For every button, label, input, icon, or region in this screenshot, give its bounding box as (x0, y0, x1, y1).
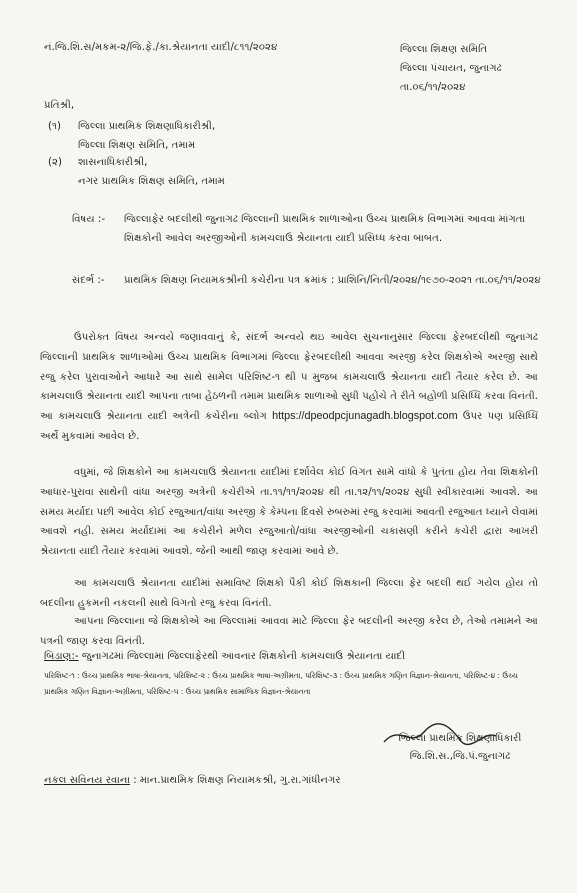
recipient-1 (48, 117, 448, 155)
recipient-2 (48, 153, 448, 191)
recipient-2-line-1: શાસનાધિકારીશ્રી, (78, 157, 148, 168)
paragraph-3-text: આ કામચલાઉ શ્રેયાનતા યાદીમાં સમાવિષ્ટ શિક્ષકો પૈકી કોઈ શિક્ષકાની જિલ્લા ફેર બદલી થઈ ગયેલ હોય તો બદલીના હુકમની નકલની સાથે વિગતો રજુ કરવા વિનંતી. (40, 578, 538, 609)
paragraph-4 (40, 612, 538, 652)
paragraph-1-text: ઉપરોક્ત વિષય અન્વયે જણાવવાનું કે, સંદર્ભ અન્વયે થઇ આવેલ સુચનાનુસાર જિલ્લા ફેરબદલીથી જુનાગઢ જિલ્લાની પ્રાથમિક શાળાઓમાં ઉચ્ચ પ્રાથમિક વિભાગમાં જિલ્લા ફેરબદલીથી આવવા અરજી કરેલ શિક્ષકોએ અરજી સાથે રજુ કરેલ પુરાવાઓને આધારે આ સાથે સામેલ પરિશિષ્ટ-૧ થી ૫ મુજબ કામચલાઉ શ્રેયાનતા યાદી તૈયાર કરેલ છે. આ કામચલાઉ શ્રેયાનતા યાદી આપના તાબા હેઠળની તમામ પ્રાથમિક શાળાઓ સુધી પહોંચે તે રીતે બહોળી પ્રસિધ્ધિ કરવા વિનંતી. આ કામચલાઉ શ્રેયાનતા યાદી અત્રેની કચેરીના બ્લોગ (40, 332, 538, 423)
recipient-1-line-2: જિલ્લા શિક્ષણ સમિતિ, તમામ (78, 140, 196, 151)
subject-block (72, 210, 542, 248)
signature-title: જિલ્લા પ્રાથમિક શિક્ષણાધિકારી (398, 733, 522, 744)
reference-block (72, 271, 542, 290)
enclosure-title (44, 648, 544, 666)
issuer-line-2: જિલ્લા પંચાયત, જુનાગઢ (400, 63, 502, 74)
copy-label: નકલ સવિનય રવાના (44, 775, 130, 786)
subject-label: વિષય :- (72, 214, 106, 225)
copy-text: : માન.પ્રાથમિક શિક્ષણ નિયામકશ્રી, ગુ.રા.ગાંધીનગર (133, 775, 341, 786)
paragraph-1 (40, 328, 538, 447)
paragraph-2-text: વધુમાં, જે શિક્ષકોને આ કામચલાઉ શ્રેયાનતા યાદીમાં દર્શાવેલ કોઈ વિગત સામે વાંધો કે પુતંતા હોય તેવા શિક્ષકોની આધાર-પુરાવા સાથેની વાંધા અરજી અત્રેની કચેરીએ તા.૧૧/૧૧/૨૦૨૪ થી તા.૧૨/૧૧/૨૦૨૪ સુધી સ્વીકારવામાં આવશે. આ સમય મર્યાદા પછી આવેલ કોઈ રજુઆત/વાંધા અરજી કે કેમ્પના દિવસે રુબરુમાં રજુ કરવામાં આવતી રજુઆત ધ્યાને લેવામાં આવશે નહી. સમય મર્યાદામાં આ કચેરીને મળેલ રજુઆતો/વાંધા અરજીઓની ચકાસણી કરીને કચેરી દ્વારા આખરી શ્રેયાનતા યાદી તૈયાર કરવામાં આવશે. જેની આથી જાણ કરવામાં આવે છે. (40, 467, 538, 558)
reference-number: નં.જિ.શિ.સ/મકમ-૨/જિ.ફે./કા.શ્રેયાનતા યાદી/૮૧૧/૨૦૨૪ (44, 42, 278, 53)
reference-label: સંદર્ભ :- (72, 275, 105, 286)
enclosure-label: બિડાણ:- (44, 651, 79, 662)
paragraph-3 (40, 574, 538, 614)
paragraph-2 (40, 463, 538, 562)
recipient-2-line-2: નગર પ્રાથમિક શિક્ષણ સમિતિ, તમામ (78, 176, 225, 187)
subject-text: જિલ્લાફેર બદલીથી જુનાગઢ જિલ્લાની પ્રાથમિક શાળાઓના ઉચ્ચ પ્રાથમિક વિભાગમાં આવવા માંગતા શિક્ષકોની આવેલ અરજીઓની કામચલાઉ શ્રેયાનતા યાદી પ્રસિધ્ધ કરવા બાબત. (124, 214, 526, 244)
letter-date: તા.૦૬/૧૧/૨૦૨૪ (400, 82, 466, 93)
to-label: પ્રતિશ્રી, (44, 100, 75, 111)
issuer-block (400, 40, 502, 97)
enclosure-details: પરિશિષ્ટ-૧ : ઉચ્ચ પ્રાથમિક ભાષા-શ્રેયાનતા, પરિશિષ્ટ-૨ : ઉચ્ચ પ્રાથમિક ભાષા-અગ્રીમતા, પરિશિષ્ટ-૩ : ઉચ્ચ પ્રાથમિક ગણિત વિજ્ઞાન-શ્રેયાનતા, પરિશિષ્ટ-૪ : ઉચ્ચ પ્રાથમિક ગણિત વિજ્ઞાન-અગ્રીમતા, પરિશિષ્ટ-૫ : ઉચ્ચ પ્રાથમિક સામાજિક વિજ્ઞાન-શ્રેયાનતા (44, 671, 518, 696)
paragraph-1-tail: ઉપર પણ પ્રસિધ્ધિ અર્થે મુકવામાં આવેલ છે. (40, 411, 538, 442)
enclosure-block (44, 648, 544, 700)
reference-text: પ્રાથમિક શિક્ષણ નિયામકશ્રીની કચેરીના પત્ર ક્રમાંક : પ્રાશિનિ/નિતી/૨૦૨૪/૧૯૭૦-૨૦૨૧ તા.૦૬/૧૧/૨૦૨૪ (124, 275, 541, 286)
copy-to-line (44, 775, 341, 787)
recipient-1-line-1: જિલ્લા પ્રાથમિક શિક્ષણાધિકારીશ્રી, (78, 121, 216, 132)
enclosure-text: જુનાગઢમાં જિલ્લામાં જિલ્લાફેરથી આવનાર શિક્ષકોની કામચલાઉ શ્રેયાનતા યાદી (81, 651, 406, 662)
signature-block (360, 730, 560, 766)
recipient-1-number: (૧) (48, 121, 61, 132)
paragraph-4-text: આપના જિલ્લાના જે શિક્ષકોએ આ જિલ્લામાં આવવા માટે જિલ્લા ફેર બદલીની અરજી કરેલ છે, તેઓ તમામને આ પત્રની જાણ કરવા વિનંતી. (40, 616, 538, 647)
blog-link[interactable]: https://dpeodpcjunagadh.blogspot.com (272, 410, 458, 423)
signature-office: જિ.શિ.સ.,જિ.પં.જુનાગઢ (409, 751, 511, 762)
issuer-line-1: જિલ્લા શિક્ષણ સમિતિ (400, 44, 488, 55)
recipient-2-number: (૨) (48, 157, 62, 168)
